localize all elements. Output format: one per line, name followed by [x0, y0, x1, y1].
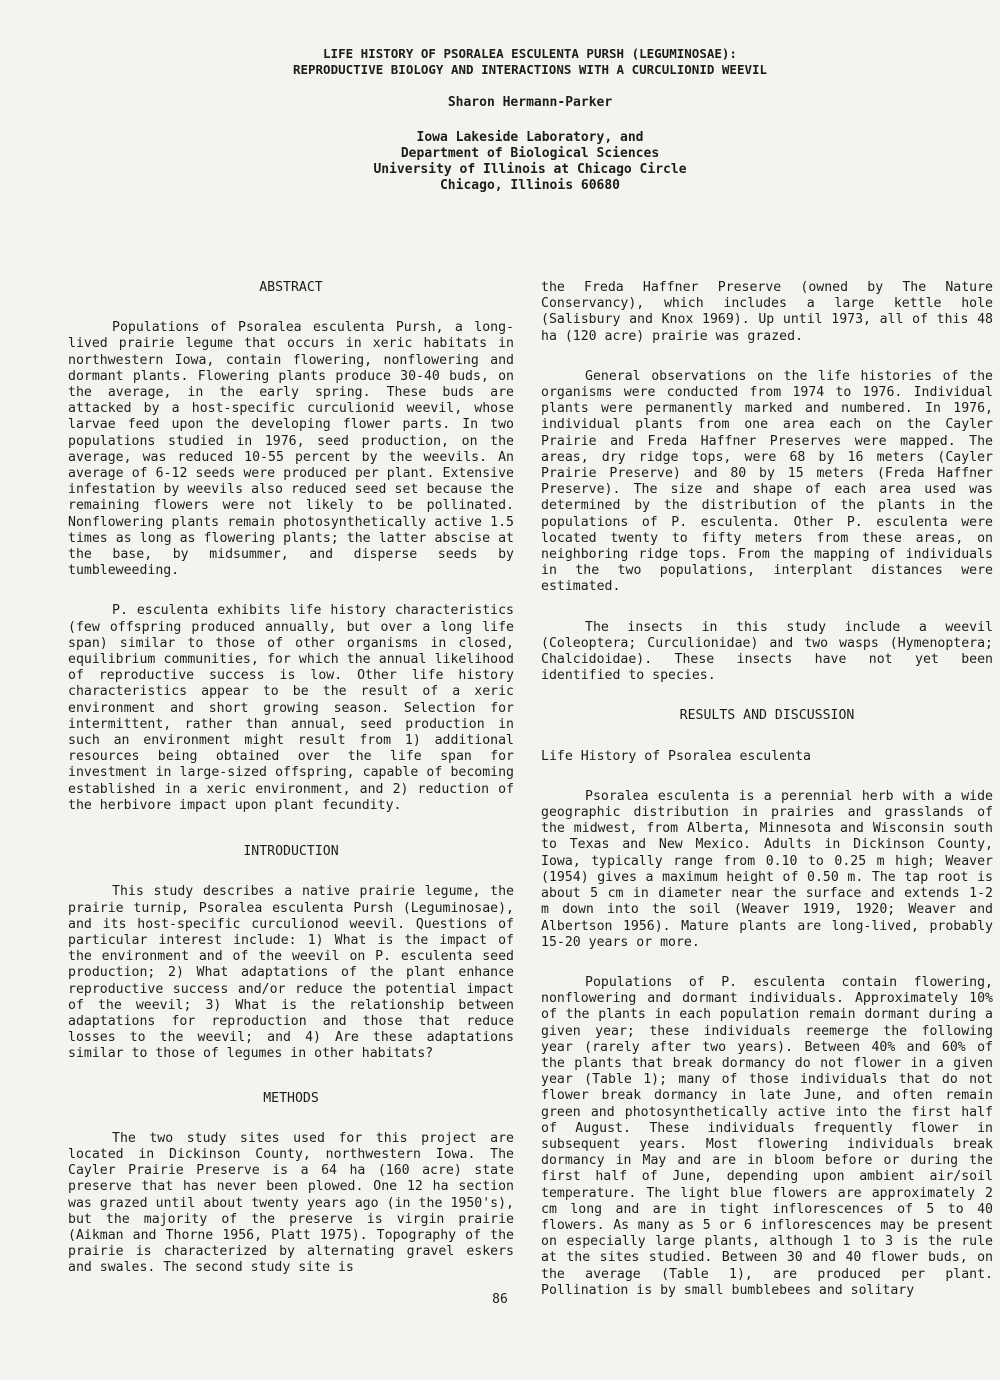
author-name: Sharon Hermann-Parker — [447, 95, 613, 110]
affiliation-block — [330, 130, 730, 194]
introduction-heading: INTRODUCTION — [243, 844, 339, 860]
results-paragraph: Populations of P. esculenta contain flowering, nonflowering and dormant individuals. Approximately 10% of the plants in each population remain dormant during a given year; these individuals reemerge the following year (rarely after two years). Between 40% and 60% of the plants that break dormancy do not flower in a given year (Table 1); many of those individuals that do not flower break dormancy in late June, and often remain green and photosynthetically active into the first half of August. These individuals frequently flower in subsequent years. Most flowering individuals break dormancy in May and are in bloom before or during the first half of June, depending upon ambient air/soil temperature. The light blue flowers are approximately 2 cm long and are in tight inflorescences of 5 to 40 flowers. As many as 5 or 6 inflorescences may be present on especially large plants, although 1 to 3 is the rule at the sites studied. Between 30 and 40 flower buds, on the average (Table 1), are produced per plant. Pollination is by small bumblebees and solitary — [541, 974, 993, 1298]
methods-paragraph: General observations on the life histories of the organisms were conducted from 1974 to 1976. Individual plants were permanently marked and numbered. In 1976, individual plants from one area each on the Cayler Prairie and Freda Haffner Preserves were mapped. The areas, dry ridge tops, were 68 by 16 meters (Cayler Prairie Preserve) and 80 by 15 meters (Freda Haffner Preserve). The size and shape of each area used was determined by the distribution of the plants in the populations of P. esculenta. Other P. esculenta were located twenty to fifty meters from these areas, on neighboring ridge tops. From the mapping of individuals in the two populations, interplant distances were estimated. — [541, 368, 993, 595]
affiliation-line: Chicago, Illinois 60680 — [439, 178, 620, 193]
methods-continued-paragraph: the Freda Haffner Preserve (owned by The Nature Conservancy), which includes a large kettle hole (Salisbury and Knox 1969). Up until 1973, all of this 48 ha (120 acre) prairie was grazed. — [541, 280, 993, 344]
results-paragraph: Psoralea esculenta is a perennial herb with a wide geographic distribution in prairies and grasslands of the midwest, from Alberta, Minnesota and Wisconsin south to Texas and New Mexico. Adults in Dickinson County, Iowa, typically range from 0.10 to 0.25 m high; Weaver (1954) gives a maximum height of 0.50 m. The tap root is about 5 cm in diameter near the surface and extends 1-2 m down into the soil (Weaver 1919, 1920; Weaver and Albertson 1956). Mature plants are long-lived, probably 15-20 years or more. — [541, 788, 993, 950]
affiliation-line: University of Illinois at Chicago Circle — [373, 162, 687, 177]
right-column — [541, 280, 993, 1323]
results-heading: RESULTS AND DISCUSSION — [679, 708, 855, 724]
life-history-subheading: Life History of Psoralea esculenta — [541, 748, 811, 764]
paper-title — [170, 46, 890, 78]
left-column — [68, 280, 514, 1301]
introduction-paragraph: This study describes a native prairie legume, the prairie turnip, Psoralea esculenta Pursh (Leguminosae), and its host-specific curculionod weevil. Questions of particular interest include: 1) What is the impact of the environment and of the weevil on P. esculenta seed production; 2) What adaptations of the plant enhance reproductive success and/or reduce the potential impact of the weevil; 3) What is the relationship between adaptations for reproduction and those that reduce losses to the weevil; and 4) Are these adaptations similar to those of legumes in other habitats? — [68, 884, 514, 1062]
methods-heading: METHODS — [263, 1090, 319, 1106]
methods-paragraph: The insects in this study include a weevil (Coleoptera; Curculionidae) and two wasps (Hymenoptera; Chalcidoidae). These insects have not yet been identified to species. — [541, 619, 993, 684]
methods-paragraph: The two study sites used for this project are located in Dickinson County, northwestern Iowa. The Cayler Prairie Preserve is a 64 ha (160 acre) state preserve that has never been plowed. One 12 ha section was grazed until about twenty years ago (in the 1950's), but the majority of the preserve is virgin prairie (Aikman and Thorne 1956, Platt 1975). Topography of the prairie is characterized by alternating gravel eskers and swales. The second study site is — [68, 1130, 514, 1276]
abstract-heading: ABSTRACT — [259, 280, 323, 295]
abstract-paragraph: P. esculenta exhibits life history characteristics (few offspring produced annually, but over a long life span) similar to those of other organisms in closed, equilibrium communities, for which the annual likelihood of reproductive success is low. Other life history characteristics appear to be the result of a xeric environment and short growing season. Selection for intermittent, rather than annual, seed production in such an environment might result from 1) additional resources being obtained over the life span for investment in large-sized offspring, capable of becoming established in a xeric environment, and 2) reduction of the herbivore impact upon plant fecundity. — [68, 603, 514, 813]
title-line-2: REPRODUCTIVE BIOLOGY AND INTERACTIONS WITH A CURCULIONID WEEVIL — [292, 62, 768, 77]
affiliation-line: Iowa Lakeside Laboratory, and — [416, 130, 644, 145]
abstract-paragraph: Populations of Psoralea esculenta Pursh, a long-lived prairie legume that occurs in xeric habitats in northwestern Iowa, contain flowering, nonflowering and dormant plants. Flowering plants produce 30-40 buds, on the average, in the early spring. These buds are attacked by a host-specific curculionid weevil, whose larvae feed upon the developing flower parts. In two populations studied in 1976, seed production, on the average, was reduced 10-55 percent by the weevils. An average of 6-12 seeds were produced per plant. Extensive infestation by weevils also reduced seed set because the remaining flowers were not likely to be pollinated. Nonflowering plants remain photosynthetically active 1.5 times as long as flowering plants; the latter abscise at the base, by midsummer, and disperse seeds by tumbleweeding. — [68, 320, 514, 579]
affiliation-line: Department of Biological Sciences — [400, 146, 660, 161]
title-line-1: LIFE HISTORY OF PSORALEA ESCULENTA PURSH (LEGUMINOSAE): — [323, 46, 737, 61]
page-number: 86 — [492, 1292, 508, 1307]
